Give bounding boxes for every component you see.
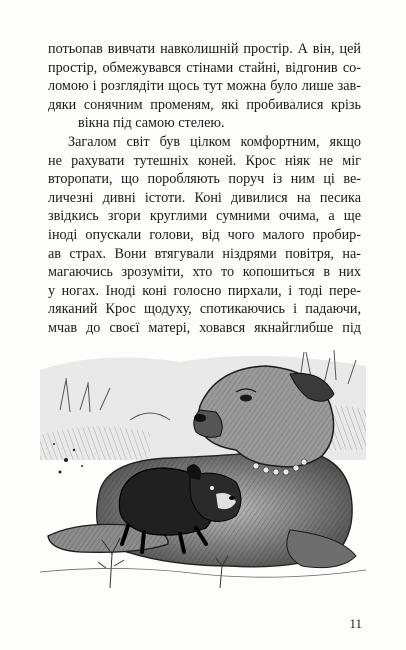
puppy-nose	[229, 496, 235, 500]
text-line: потьопав вивчати навколишній простір. А він, цей	[48, 41, 361, 57]
background-hill	[40, 427, 150, 460]
text-line: звідкись згори круглими сумними очима, а ще	[48, 208, 361, 225]
ground-line	[40, 568, 366, 577]
puppy-eye	[210, 486, 214, 490]
text-line: ляканий Крос щодуху, спотикаючись і падаючи,	[48, 301, 361, 318]
text-line: второпати, що поробляють поруч із ним ці ве-	[48, 171, 361, 188]
mother-dog-eye	[240, 395, 252, 402]
text-line: іноді опускали голови, від чого малого пробир-	[48, 226, 361, 243]
dog-and-puppy-illustration	[40, 340, 366, 588]
text-line: не рахувати тутешніх коней. Крос ніяк не міг	[48, 152, 361, 169]
text-line: магаючись зрозуміти, хто то копошиться в них	[48, 264, 361, 281]
mother-dog-nose	[194, 414, 206, 422]
text-line: ав страх. Вони втягували ніздрями повітря, на-	[48, 245, 361, 262]
text-line: дяки сонячним променям, які пробивалися крізь	[48, 96, 361, 113]
text-line: простір, обмежувався стінами стайні, відгонив со-	[48, 59, 361, 76]
text-line: личезні дивні істоти. Коні дивилися на песика	[48, 189, 361, 206]
text-line: у ногах. Іноді коні голосно пирхали, і тоді пере-	[48, 282, 361, 299]
text-line: Загалом світ був цілком комфортним, якщо	[68, 133, 361, 150]
text-line: ломою і розглядіти щось тут можна було лише зав-	[48, 78, 361, 95]
text-line: вікна під самою стелею.	[78, 115, 225, 132]
text-line: мчав до своєї матері, ховався якнайглибше під	[48, 319, 361, 336]
mother-dog-snout	[194, 410, 223, 437]
body-text	[48, 40, 361, 338]
page-number: 11	[349, 616, 362, 631]
